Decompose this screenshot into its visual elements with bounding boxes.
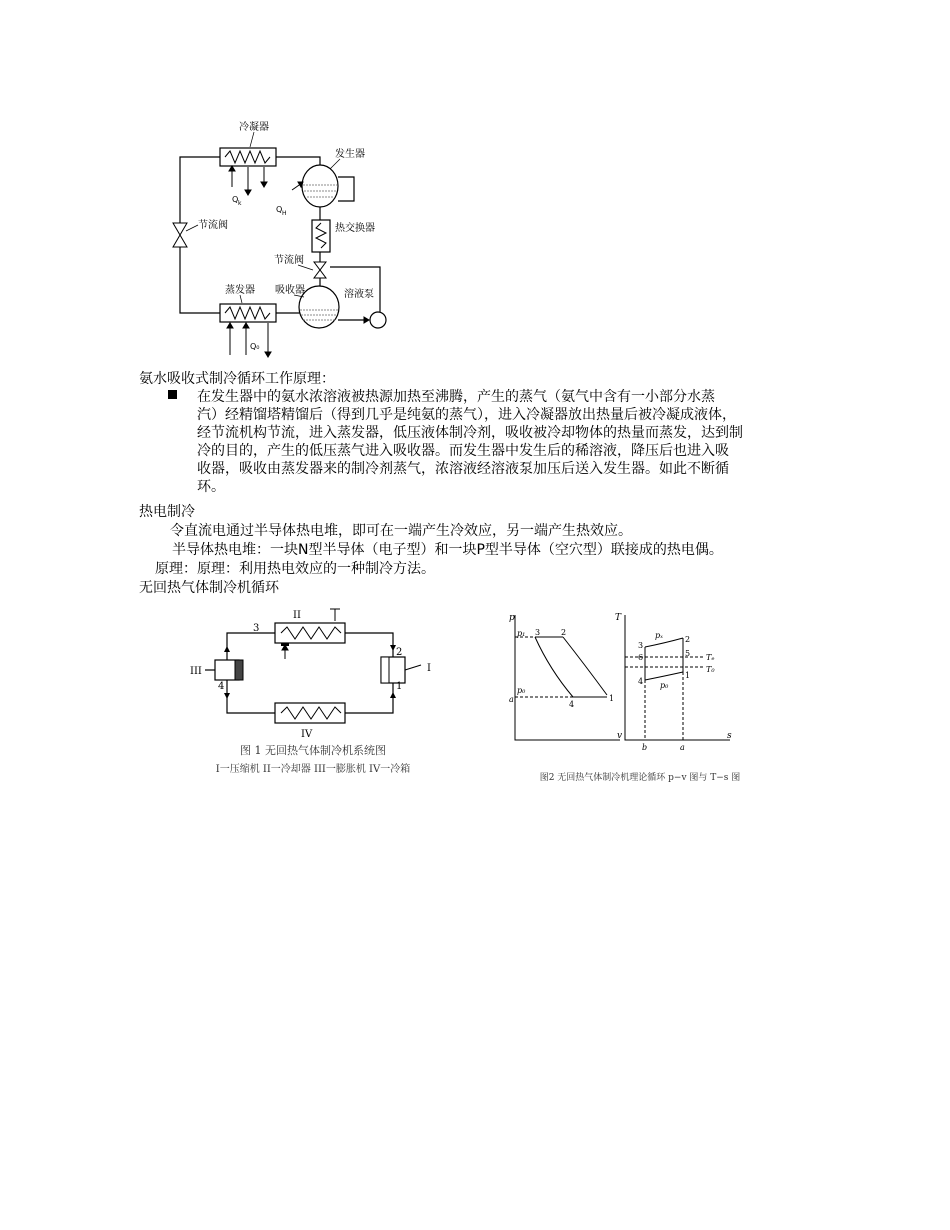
label-III: III [190, 666, 202, 677]
axis-p: p [509, 613, 515, 623]
label-IV: IV [301, 729, 313, 740]
pv-ts-diagram [505, 610, 775, 790]
thermoelectric-line-2: 半导体热电堆：一块N型半导体（电子型）和一块P型半导体（空穴型）联接成的热电偶。 [172, 542, 723, 558]
qk-label: Q [232, 195, 239, 204]
state-1: 1 [396, 681, 403, 692]
axis-s: s [727, 731, 732, 741]
ts-a: a [680, 743, 685, 752]
axis-T: T [615, 613, 622, 623]
fig1-caption: 图 1 无回热气体制冷机系统图 [240, 744, 386, 757]
pv-ps: p₁ [517, 629, 526, 638]
bullet-line: 环。 [197, 479, 225, 495]
ts-b: b [642, 743, 648, 752]
section-heading-thermoelectric: 热电制冷 [139, 504, 195, 520]
ts-6: 6 [638, 653, 644, 662]
bullet-line: 汽）经精馏塔精馏后（得到几乎是纯氨的蒸气），进入冷凝器放出热量后被冷凝成液体， [197, 407, 736, 423]
bullet-line: 收器，吸收由蒸发器来的制冷剂蒸气，浓溶液经溶液泵加压后送入发生器。如此不断循 [197, 461, 729, 477]
section-heading-absorption: 氨水吸收式制冷循环工作原理： [139, 371, 335, 387]
bullet-line: 经节流机构节流，进入蒸发器，低压液体制冷剂，吸收被冷却物体的热量而蒸发，达到制 [197, 425, 743, 441]
label-I: I [427, 663, 431, 674]
fig1-legend: I一压缩机 II一冷却器 III一膨胀机 IV一冷箱 [215, 764, 411, 775]
pv-1: 1 [609, 694, 615, 703]
ts-4: 4 [638, 677, 644, 686]
bullet-line: 冷的目的，产生的低压蒸气进入吸收器。而发生器中发生后的稀溶液，降压后也进入吸 [197, 443, 729, 459]
ts-T0: T₀ [706, 665, 715, 674]
ts-3: 3 [638, 641, 644, 650]
pv-p0: p₀ [517, 686, 526, 695]
section-heading-gas-cycle: 无回热气体制冷机循环 [139, 580, 279, 596]
generator-label: 发生器 [335, 149, 365, 160]
heat-exchanger-label: 热交换器 [335, 223, 375, 234]
ts-pc: pₓ [655, 631, 663, 640]
state-2: 2 [396, 647, 403, 658]
thermoelectric-line-1: 令直流电通过半导体热电堆，即可在一端产生冷效应，另一端产生热效应。 [170, 523, 632, 539]
pump-label: 溶液泵 [344, 289, 374, 300]
ts-p0: p₀ [660, 681, 669, 690]
qh-label: Q [276, 205, 283, 214]
throttle-right-label: 节流阀 [274, 255, 304, 266]
pv-4: 4 [569, 700, 575, 709]
ts-2: 2 [685, 635, 691, 644]
pv-2: 2 [561, 628, 567, 637]
absorber-label: 吸收器 [275, 285, 305, 296]
ts-Tc: Tₑ [706, 653, 715, 662]
bullet-line: 在发生器中的氨水浓溶液被热源加热至沸腾，产生的蒸气（氨气中含有一小部分水蒸 [197, 389, 715, 405]
absorption-system-diagram [170, 115, 400, 360]
pv-3: 3 [535, 628, 541, 637]
state-3: 3 [253, 623, 260, 634]
absorption-bullet-paragraph [197, 388, 817, 496]
q0-label: Q₀ [250, 342, 260, 351]
ts-1: 1 [685, 671, 691, 680]
throttle-left-label: 节流阀 [198, 220, 228, 231]
bullet-square-icon [168, 390, 177, 399]
thermoelectric-line-3: 原理：原理：利用热电效应的一种制冷方法。 [155, 561, 435, 577]
fig2-caption: 图2 无回热气体制冷机理论循环 p−v 图与 T−s 图 [539, 773, 741, 783]
state-4: 4 [218, 681, 225, 692]
gas-refrigerator-system-diagram [165, 605, 460, 785]
qk-sub: k [238, 200, 242, 207]
qh-sub: H [282, 210, 287, 217]
evaporator-label: 蒸发器 [225, 285, 255, 296]
label-II: II [293, 610, 301, 621]
condenser-label: 冷凝器 [239, 122, 269, 133]
axis-v: v [617, 731, 623, 741]
pv-a: a [509, 695, 514, 704]
ts-5: 5 [685, 649, 691, 658]
